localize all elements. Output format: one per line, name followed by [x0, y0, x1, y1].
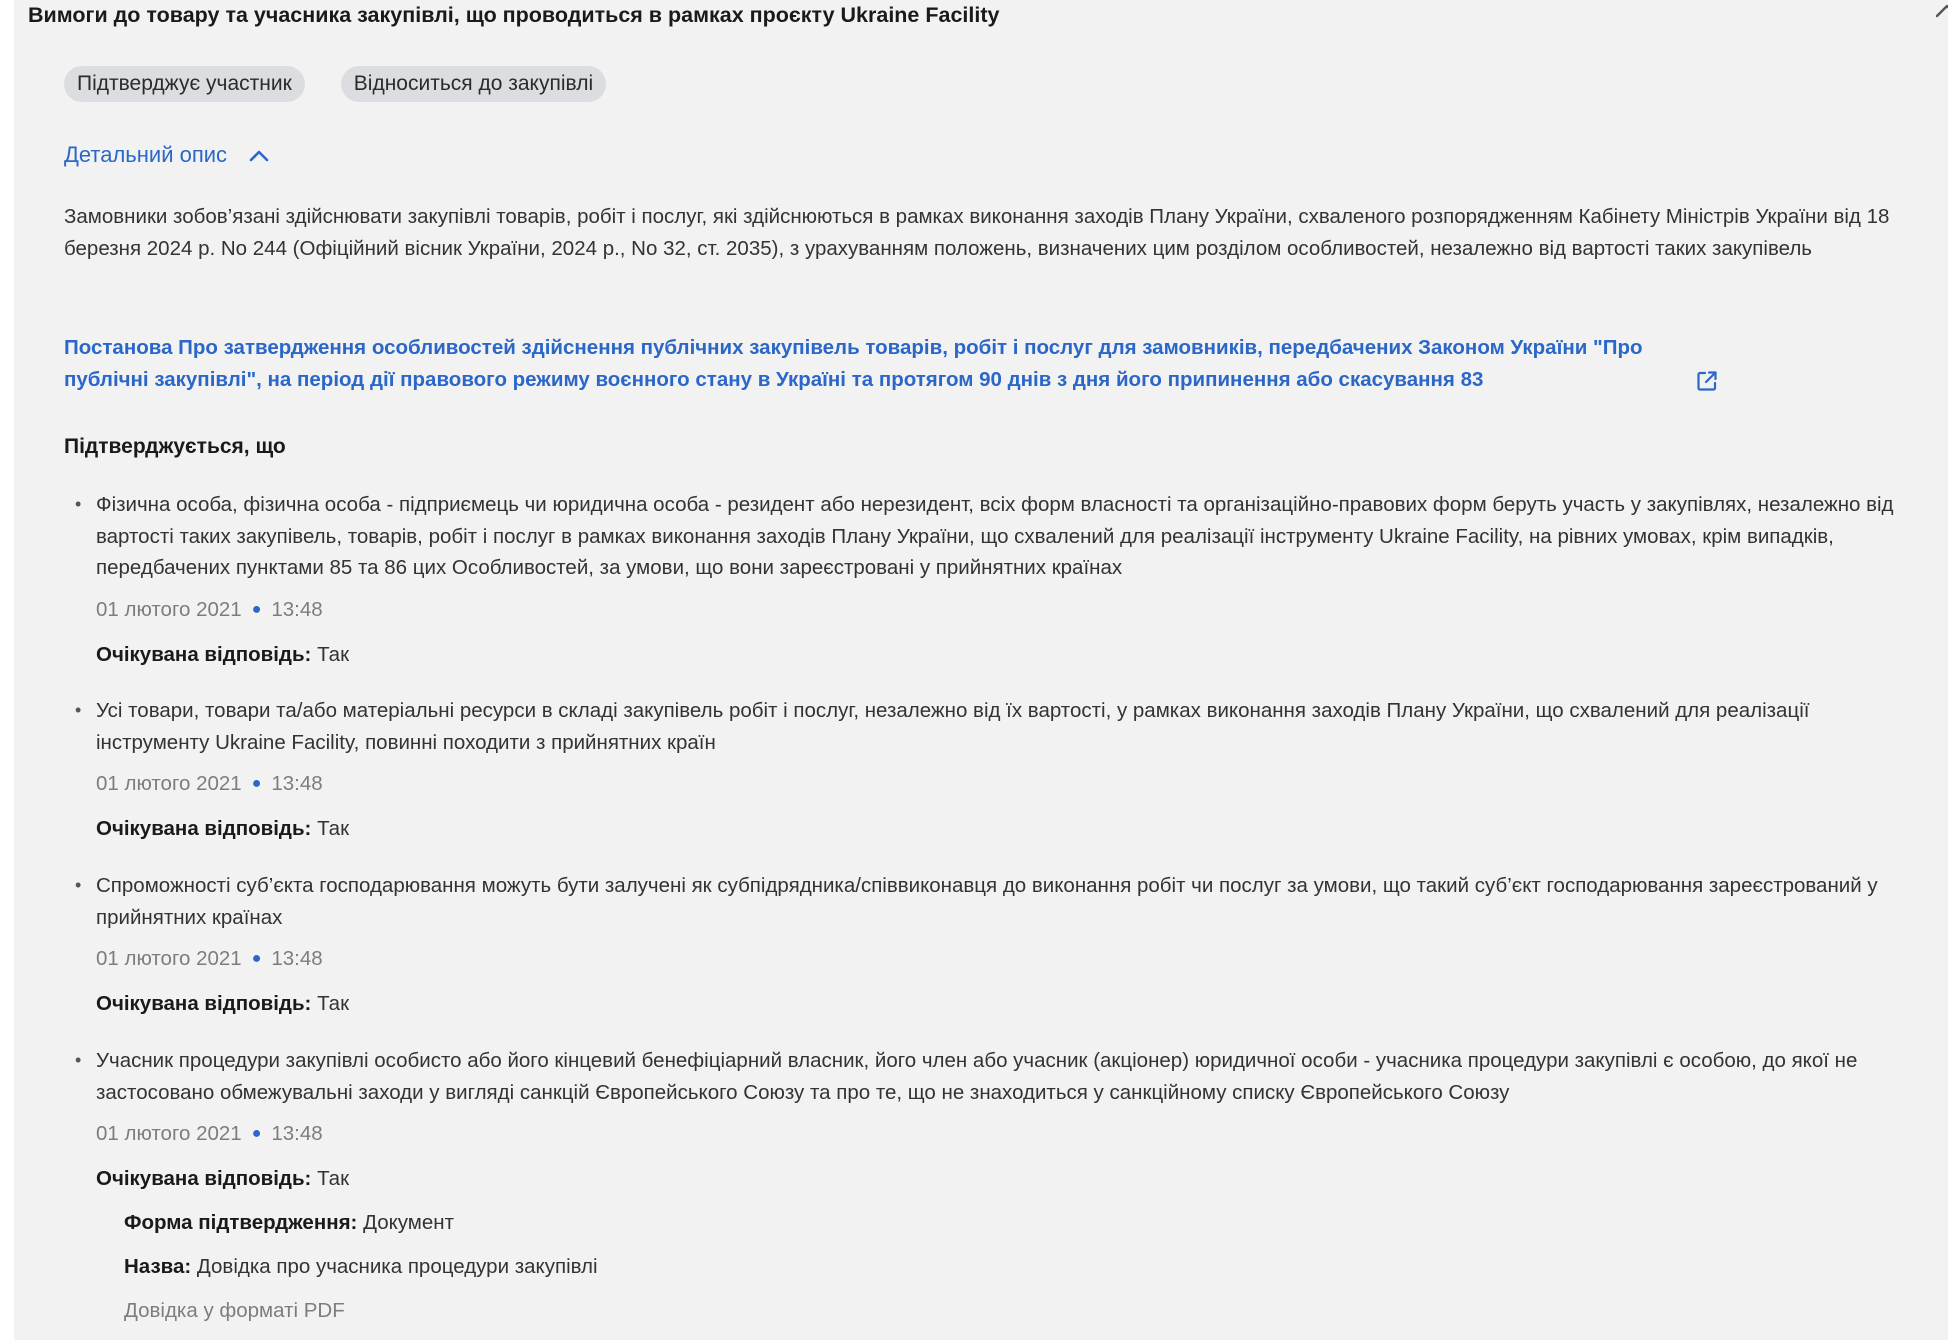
expected-answer — [96, 989, 1924, 1019]
requirement-datetime — [96, 1119, 1924, 1151]
requirement-item — [64, 870, 1924, 1019]
requirement-item — [64, 695, 1924, 844]
proof-form-label: Форма підтвердження: — [124, 1211, 358, 1234]
requirement-time: 13:48 — [271, 947, 323, 970]
requirement-text: • Учасник процедури закупівлі особисто або його кінцевий бенефіціарний власник, його член або учасник (акціонер) юридичної особи - учасника процедури закупівлі є особою, до якої не застосовано обмежувальні заходи у вигляді санкцій Європейського Союзу та про те, що не знаходиться у санкційному списку Європейського Союзу — [64, 1045, 1924, 1108]
external-link-icon[interactable] — [1696, 370, 1718, 392]
detail-description-label: Детальний опис — [64, 142, 228, 167]
chevron-up-icon — [249, 148, 269, 162]
detail-description-toggle[interactable] — [64, 140, 269, 170]
requirement-date: 01 лютого 2021 — [96, 947, 242, 970]
expected-answer — [96, 1164, 1924, 1194]
proof-name — [124, 1252, 1924, 1282]
tag-relates-to-procurement: Відноситься до закупівлі — [341, 66, 606, 102]
requirement-time: 13:48 — [271, 1122, 323, 1145]
separator-dot-icon: ● — [251, 600, 262, 618]
requirement-text: • Спроможності суб’єкта господарювання можуть бути залучені як субпідрядника/співвиконавця до виконання робіт чи послуг за умови, що такий суб’єкт господарювання зареєстрований у прийнятних країнах — [64, 870, 1924, 933]
expected-answer — [96, 814, 1924, 844]
requirement-item — [64, 489, 1924, 670]
requirement-date: 01 лютого 2021 — [96, 772, 242, 795]
requirement-time: 13:48 — [271, 772, 323, 795]
tag-list — [64, 66, 606, 102]
separator-dot-icon: ● — [251, 1125, 262, 1142]
expected-answer-value: Так — [317, 992, 350, 1015]
expected-answer-value: Так — [317, 642, 350, 666]
requirement-datetime — [96, 595, 1924, 627]
proof-note: Довідка у форматі PDF — [124, 1299, 345, 1322]
expected-answer — [96, 640, 1924, 670]
expected-answer-label: Очікувана відповідь: — [96, 1167, 312, 1190]
requirements-panel — [14, 0, 1948, 1340]
proof-form — [124, 1208, 1924, 1238]
proof-name-value: Довідка про учасника процедури закупівлі — [196, 1255, 598, 1278]
requirement-datetime — [96, 944, 1924, 976]
law-resolution-link[interactable]: Постанова Про затвердження особливостей здійснення публічних закупівель товарів, робіт і послуг для замовників, передбачених Законом України "Про публічні закупівлі", на період дії правового режиму воєнного стану в Україні та протягом 90 днів з дня його припинення або скасування 83 — [64, 336, 1643, 391]
expected-answer-label: Очікувана відповідь: — [96, 992, 312, 1015]
separator-dot-icon: ● — [251, 950, 262, 967]
requirement-text: • Фізична особа, фізична особа - підприємець чи юридична особа - резидент або нерезидент, всіх форм власності та організаційно-правових форм беруть участь у закупівлях, незалежно від вартості таких закупівель, товарів, робіт і послуг в рамках виконання заходів Плану України, що схвалений для реалізації інструменту Ukraine Facility, на рівних умовах, крім випадків, передбачених пунктами 85 та 86 цих Особливостей, за умови, що вони зареєстровані у прийнятних країнах — [64, 489, 1924, 584]
proof-name-label: Назва: — [124, 1255, 192, 1278]
separator-dot-icon: ● — [251, 775, 262, 792]
expected-answer-value: Так — [317, 817, 350, 840]
requirement-datetime — [96, 769, 1924, 801]
proof-form-value: Документ — [363, 1211, 455, 1234]
description-text: Замовники зобов’язані здійснювати закупівлі товарів, робіт і послуг, які здійснюються в рамках виконання заходів Плану України, схваленого розпорядженням Кабінету Міністрів України від 18 березня 2024 р. No 244 (Офіційний вісник України, 2024 р., No 32, ст. 2035), з урахуванням положень, визначених цим розділом особливостей, незалежно від вартості таких закупівель — [64, 205, 1890, 260]
requirement-text: • Усі товари, товари та/або матеріальні ресурси в складі закупівель робіт і послуг, незалежно від їх вартості, у рамках виконання заходів Плану України, що схвалений для реалізації інструменту Ukraine Facility, повинні походити з прийнятних країн — [64, 695, 1924, 758]
requirement-date: 01 лютого 2021 — [96, 597, 242, 621]
requirement-date: 01 лютого 2021 — [96, 1122, 242, 1145]
expected-answer-value: Так — [317, 1167, 350, 1190]
section-title: Вимоги до товару та учасника закупівлі, що проводиться в рамках проєкту Ukraine Facility — [28, 3, 1000, 27]
expected-answer-label: Очікувана відповідь: — [96, 642, 312, 666]
confirmation-heading: Підтверджується, що — [64, 435, 286, 458]
expected-answer-label: Очікувана відповідь: — [96, 817, 312, 840]
requirement-time: 13:48 — [271, 597, 323, 621]
requirement-item — [64, 1045, 1924, 1326]
tag-confirmed-by-participant: Підтверджує участник — [64, 66, 305, 102]
chevron-up-icon[interactable] — [1932, 0, 1948, 20]
